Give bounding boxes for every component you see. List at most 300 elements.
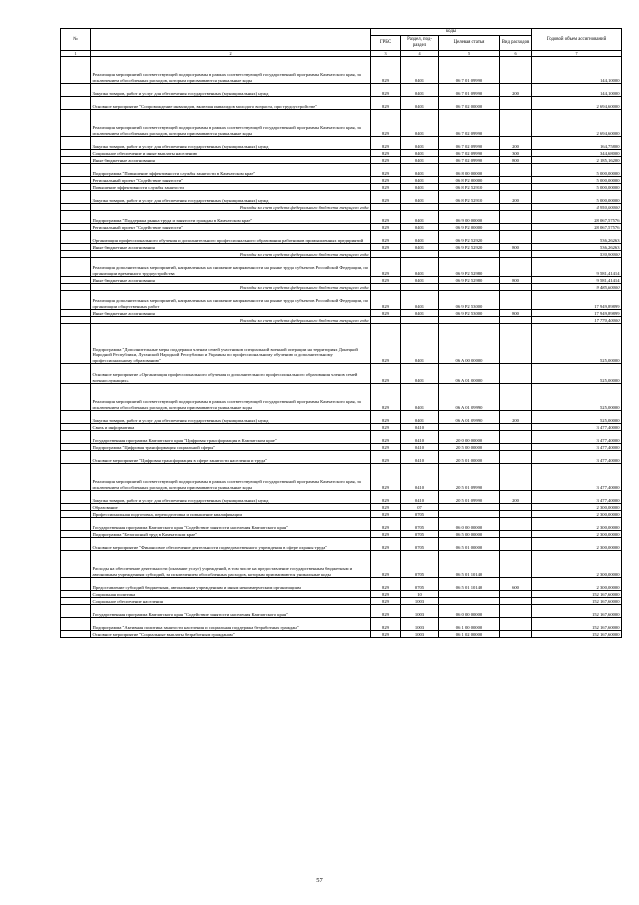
cell-cs (439, 504, 500, 511)
budget-table (60, 28, 622, 638)
cell-name: Подпрограмма "Повышение эффективности службы занятости в Камчатском крае" (91, 164, 371, 177)
cell-razdel: 0410 (401, 431, 439, 444)
table-row (61, 277, 622, 284)
cell-grbs (371, 284, 401, 291)
cell-name: Расходы за счет средств федерального бюджета текущего года (91, 251, 371, 258)
cell-sum: 2 300,00000 (532, 531, 622, 538)
cell-vr (500, 317, 532, 324)
cell-vr: 200 (500, 411, 532, 424)
cell-razdel: 0705 (401, 551, 439, 578)
cell-cs: 20 5 01 09990 (439, 464, 500, 491)
cell-name: Региональный проект "Содействие занятости" (91, 224, 371, 231)
cell-vr (500, 591, 532, 598)
cell-num (61, 631, 91, 638)
table-row (61, 224, 622, 231)
table-row (61, 538, 622, 551)
cell-name: Закупка товаров, работ и услуг для обеспечения государственных (муниципальных) нужд (91, 491, 371, 504)
cell-num (61, 204, 91, 211)
cell-sum: 28 067,57576 (532, 211, 622, 224)
cell-vr (500, 364, 532, 384)
table-row (61, 84, 622, 97)
cell-name: Государственная программа Камчатского края "Содействие занятости населения Камчатского края" (91, 518, 371, 531)
cell-sum: 144,10000 (532, 57, 622, 84)
cell-razdel: 0401 (401, 231, 439, 244)
cell-vr (500, 451, 532, 464)
cell-sum: 530,90000 (532, 251, 622, 258)
cell-vr (500, 258, 532, 277)
cell-sum: 2 694,60000 (532, 110, 622, 137)
table-row (61, 150, 622, 157)
col-num-6: 6 (500, 51, 532, 57)
cell-vr (500, 251, 532, 258)
cell-grbs: 829 (371, 191, 401, 204)
cell-grbs: 829 (371, 538, 401, 551)
cell-num (61, 578, 91, 591)
page-number: 57 (316, 877, 323, 884)
cell-vr: 600 (500, 578, 532, 591)
cell-name: Связь и информатика (91, 424, 371, 431)
budget-table-page (60, 28, 621, 638)
cell-num (61, 511, 91, 518)
cell-grbs (371, 251, 401, 258)
cell-razdel (401, 284, 439, 291)
cell-vr (500, 431, 532, 444)
table-row (61, 464, 622, 491)
cell-sum: 2 300,00000 (532, 578, 622, 591)
cell-name: Государственная программа Камчатского края "Цифровая трансформация в Камчатском крае" (91, 431, 371, 444)
cell-cs: 06 9 P2 53000 (439, 310, 500, 317)
cell-cs: 06 A 01 09990 (439, 384, 500, 411)
cell-cs: 06 8 P2 52910 (439, 184, 500, 191)
cell-razdel: 0401 (401, 384, 439, 411)
cell-name: Подпрограмма "Дополнительные меры поддержки членам семей участников специальной военной операции на территориях Донецкой Народной Республики, Луганской Народной Республики и Украины по профессиональному обучению и дополнительному профессиональному образованию" (91, 324, 371, 364)
cell-grbs: 829 (371, 598, 401, 605)
table-row (61, 324, 622, 364)
cell-vr: 800 (500, 157, 532, 164)
cell-grbs: 829 (371, 97, 401, 110)
cell-grbs: 829 (371, 451, 401, 464)
cell-sum: 3 477,40000 (532, 491, 622, 504)
cell-cs: 06 A 00 00000 (439, 324, 500, 364)
cell-sum: 152 167,60000 (532, 618, 622, 631)
table-row (61, 531, 622, 538)
table-row (61, 177, 622, 184)
cell-num (61, 231, 91, 244)
cell-sum: 525,00000 (532, 384, 622, 411)
cell-grbs: 829 (371, 578, 401, 591)
cell-name: Закупка товаров, работ и услуг для обеспечения государственных (муниципальных) нужд (91, 137, 371, 150)
table-row (61, 411, 622, 424)
cell-num (61, 591, 91, 598)
cell-grbs: 829 (371, 491, 401, 504)
cell-sum: 2 694,60000 (532, 97, 622, 110)
header-section: Раздел, под-раздел (401, 36, 439, 51)
cell-num (61, 444, 91, 451)
cell-num (61, 258, 91, 277)
cell-grbs: 829 (371, 631, 401, 638)
cell-grbs: 829 (371, 184, 401, 191)
cell-vr (500, 551, 532, 578)
cell-razdel: 0401 (401, 244, 439, 251)
cell-sum: 3 477,40000 (532, 451, 622, 464)
cell-cs (439, 204, 500, 211)
cell-grbs: 829 (371, 211, 401, 224)
cell-razdel: 0401 (401, 110, 439, 137)
cell-grbs: 829 (371, 504, 401, 511)
cell-num (61, 150, 91, 157)
cell-num (61, 317, 91, 324)
cell-razdel: 0705 (401, 578, 439, 591)
cell-vr (500, 631, 532, 638)
cell-razdel: 0410 (401, 491, 439, 504)
cell-sum: 525,00000 (532, 411, 622, 424)
cell-sum: 525,00000 (532, 324, 622, 364)
cell-num (61, 177, 91, 184)
table-row-note (61, 284, 622, 291)
col-num-4: 4 (401, 51, 439, 57)
cell-name: Профессиональная подготовка, переподготовка и повышение квалификации (91, 511, 371, 518)
cell-cs (439, 511, 500, 518)
cell-num (61, 110, 91, 137)
cell-cs: 20 5 00 00000 (439, 444, 500, 451)
cell-cs: 06 8 P2 52910 (439, 191, 500, 204)
cell-grbs: 829 (371, 431, 401, 444)
table-row (61, 578, 622, 591)
cell-sum: 2 300,00000 (532, 538, 622, 551)
cell-grbs: 829 (371, 551, 401, 578)
cell-sum: 17 949,89899 (532, 291, 622, 310)
cell-name: Основное мероприятие "Финансовое обеспечение деятельности подведомственного учреждения в сфере охраны труда" (91, 538, 371, 551)
cell-grbs: 829 (371, 84, 401, 97)
cell-vr (500, 110, 532, 137)
header-name (91, 29, 371, 51)
col-num-2: 2 (91, 51, 371, 57)
table-row (61, 184, 622, 191)
cell-grbs: 829 (371, 57, 401, 84)
table-row (61, 424, 622, 431)
cell-num (61, 411, 91, 424)
table-row (61, 157, 622, 164)
table-row-note (61, 251, 622, 258)
cell-vr (500, 424, 532, 431)
header-annual: Годовой объем ассигнований (532, 29, 622, 51)
cell-grbs: 829 (371, 605, 401, 618)
cell-sum: 17 949,89899 (532, 310, 622, 317)
cell-grbs: 829 (371, 411, 401, 424)
header-vid: Вид расходов (500, 36, 532, 51)
cell-num (61, 364, 91, 384)
cell-num (61, 431, 91, 444)
table-row (61, 605, 622, 618)
cell-name: Подпрограмма "Безопасный труд в Камчатском крае" (91, 531, 371, 538)
cell-grbs (371, 317, 401, 324)
cell-cs (439, 284, 500, 291)
cell-razdel: 0401 (401, 291, 439, 310)
cell-cs (439, 424, 500, 431)
cell-vr (500, 57, 532, 84)
cell-grbs: 829 (371, 618, 401, 631)
cell-vr (500, 291, 532, 310)
cell-cs: 20 0 00 00000 (439, 431, 500, 444)
cell-name: Реализация дополнительных мероприятий, направленных на снижение напряженности на рынке труда субъектов Российской Федерации, по организации временного трудоустройства (91, 258, 371, 277)
cell-cs: 06 A 01 09990 (439, 411, 500, 424)
cell-num (61, 137, 91, 150)
cell-sum: 2 300,00000 (532, 518, 622, 531)
cell-cs: 06 7 02 09990 (439, 110, 500, 137)
cell-cs: 06 1 00 00000 (439, 618, 500, 631)
cell-vr (500, 511, 532, 518)
cell-razdel: 0401 (401, 411, 439, 424)
cell-num (61, 598, 91, 605)
cell-sum: 2 300,00000 (532, 551, 622, 578)
table-row (61, 291, 622, 310)
cell-sum: 2 300,00000 (532, 504, 622, 511)
table-row (61, 491, 622, 504)
cell-vr (500, 231, 532, 244)
header-grbs: ГРБС (371, 36, 401, 51)
cell-cs (439, 598, 500, 605)
table-row (61, 310, 622, 317)
cell-sum: 2 300,00000 (532, 511, 622, 518)
cell-cs: 06 0 00 00000 (439, 605, 500, 618)
cell-grbs: 829 (371, 364, 401, 384)
table-row-note (61, 317, 622, 324)
cell-name: Реализация мероприятий соответствующей подпрограммы в рамках соответствующей государственной программы Камчатского края, за исключением обособленных расходов, которым присваиваются уникальные коды (91, 464, 371, 491)
cell-cs: 06 9 P2 53000 (439, 291, 500, 310)
cell-vr: 800 (500, 277, 532, 284)
cell-vr (500, 384, 532, 411)
cell-razdel: 0401 (401, 258, 439, 277)
cell-razdel: 0705 (401, 531, 439, 538)
cell-vr (500, 184, 532, 191)
cell-grbs: 829 (371, 291, 401, 310)
cell-vr (500, 618, 532, 631)
cell-razdel: 0705 (401, 518, 439, 531)
cell-vr (500, 284, 532, 291)
cell-num (61, 251, 91, 258)
cell-num (61, 618, 91, 631)
cell-vr (500, 97, 532, 110)
cell-razdel: 0401 (401, 97, 439, 110)
cell-num (61, 384, 91, 411)
cell-sum: 3 477,40000 (532, 444, 622, 451)
cell-razdel: 10 (401, 591, 439, 598)
cell-sum: 536,26263 (532, 244, 622, 251)
cell-cs: 06 7 02 09990 (439, 157, 500, 164)
cell-cs: 06 9 P2 00000 (439, 224, 500, 231)
cell-sum: 152 167,60000 (532, 591, 622, 598)
cell-name: Расходы за счет средств федерального бюджета текущего года (91, 204, 371, 211)
cell-num (61, 324, 91, 364)
cell-razdel: 0401 (401, 177, 439, 184)
cell-razdel: 0401 (401, 224, 439, 231)
cell-name: Расходы на обеспечение деятельности (оказание услуг) учреждений, в том числе на предоставление государственным бюджетным и автономным учреждениям субсидий, за исключением обособленных расходов, которым присваиваются уникальные коды (91, 551, 371, 578)
col-num-7: 7 (532, 51, 622, 57)
cell-grbs: 829 (371, 464, 401, 491)
cell-name: Расходы за счет средств федерального бюджета текущего года (91, 284, 371, 291)
cell-name: Основное мероприятие "Социальные выплаты безработным гражданам" (91, 631, 371, 638)
cell-sum: 144,10000 (532, 84, 622, 97)
cell-grbs: 829 (371, 244, 401, 251)
cell-grbs (371, 204, 401, 211)
cell-grbs: 829 (371, 518, 401, 531)
cell-razdel: 0401 (401, 211, 439, 224)
cell-cs: 06 9 P2 52920 (439, 231, 500, 244)
cell-cs: 06 7 01 09990 (439, 84, 500, 97)
cell-num (61, 277, 91, 284)
cell-num (61, 518, 91, 531)
cell-num (61, 424, 91, 431)
cell-cs (439, 251, 500, 258)
cell-grbs: 829 (371, 110, 401, 137)
cell-vr (500, 211, 532, 224)
cell-name: Государственная программа Камчатского края "Содействие занятости населения Камчатского края" (91, 605, 371, 618)
cell-num (61, 291, 91, 310)
cell-name: Закупка товаров, работ и услуг для обеспечения государственных (муниципальных) нужд (91, 84, 371, 97)
cell-razdel: 0401 (401, 57, 439, 84)
cell-num (61, 531, 91, 538)
table-row (61, 164, 622, 177)
cell-vr: 200 (500, 137, 532, 150)
cell-name: Предоставление субсидий бюджетным, автономным учреждениям и иным некоммерческим организациям (91, 578, 371, 591)
cell-vr (500, 324, 532, 364)
cell-vr (500, 177, 532, 184)
header-target: Целевая статья (439, 36, 500, 51)
cell-vr: 800 (500, 244, 532, 251)
cell-sum: 152 167,60000 (532, 605, 622, 618)
cell-num (61, 164, 91, 177)
cell-vr (500, 531, 532, 538)
cell-razdel (401, 317, 439, 324)
cell-cs: 06 9 P2 52920 (439, 244, 500, 251)
cell-cs (439, 317, 500, 324)
cell-sum: 3 477,40000 (532, 464, 622, 491)
cell-name: Расходы за счет средств федерального бюджета текущего года (91, 317, 371, 324)
cell-name: Закупка товаров, работ и услуг для обеспечения государственных (муниципальных) нужд (91, 411, 371, 424)
table-row (61, 444, 622, 451)
cell-grbs: 829 (371, 424, 401, 431)
cell-grbs: 829 (371, 150, 401, 157)
cell-grbs: 829 (371, 384, 401, 411)
cell-num (61, 551, 91, 578)
cell-sum: 5 000,00000 (532, 164, 622, 177)
cell-grbs: 829 (371, 177, 401, 184)
cell-razdel: 0401 (401, 324, 439, 364)
cell-sum: 344,68000 (532, 150, 622, 157)
cell-grbs: 829 (371, 324, 401, 364)
cell-name: Подпрограмма "Поддержка рынка труда и занятости граждан в Камчатском крае" (91, 211, 371, 224)
cell-sum: 9 581,41414 (532, 258, 622, 277)
cell-cs: 20 5 01 09990 (439, 491, 500, 504)
cell-name: Реализация мероприятий соответствующей подпрограммы в рамках соответствующей государственной программы Камчатского края, за исключением обособленных расходов, которым присваиваются уникальные коды (91, 110, 371, 137)
cell-vr (500, 164, 532, 177)
cell-name: Повышение эффективности службы занятости (91, 184, 371, 191)
cell-vr (500, 224, 532, 231)
header-codes: коды (371, 29, 532, 36)
cell-num (61, 451, 91, 464)
cell-grbs: 829 (371, 157, 401, 164)
cell-razdel: 0705 (401, 538, 439, 551)
table-row (61, 258, 622, 277)
cell-num (61, 191, 91, 204)
cell-cs: 06 7 02 09990 (439, 150, 500, 157)
cell-cs: 06 8 P2 00000 (439, 177, 500, 184)
cell-sum: 5 000,00000 (532, 191, 622, 204)
cell-num (61, 97, 91, 110)
cell-num (61, 284, 91, 291)
table-row (61, 518, 622, 531)
cell-num (61, 504, 91, 511)
col-num-3: 3 (371, 51, 401, 57)
table-row (61, 504, 622, 511)
cell-cs: 06 9 00 00000 (439, 211, 500, 224)
cell-num (61, 538, 91, 551)
cell-name: Основное мероприятие "Цифровая трансформация в сфере занятости населения и труда" (91, 451, 371, 464)
cell-num (61, 244, 91, 251)
cell-razdel: 0410 (401, 424, 439, 431)
cell-vr (500, 598, 532, 605)
cell-vr (500, 605, 532, 618)
cell-grbs: 829 (371, 224, 401, 231)
cell-sum: 9 485,60000 (532, 284, 622, 291)
cell-razdel: 0401 (401, 277, 439, 284)
table-row (61, 244, 622, 251)
table-row (61, 598, 622, 605)
cell-num (61, 491, 91, 504)
cell-razdel: 0410 (401, 444, 439, 451)
table-header (61, 29, 622, 57)
cell-sum: 3 477,40000 (532, 424, 622, 431)
cell-grbs: 829 (371, 511, 401, 518)
table-row (61, 384, 622, 411)
cell-cs (439, 591, 500, 598)
cell-grbs: 829 (371, 231, 401, 244)
cell-sum: 152 167,60000 (532, 598, 622, 605)
cell-cs: 06 5 00 00000 (439, 531, 500, 538)
cell-razdel: 1003 (401, 598, 439, 605)
cell-name: Закупка товаров, работ и услуг для обеспечения государственных (муниципальных) нужд (91, 191, 371, 204)
table-row (61, 451, 622, 464)
cell-name: Иные бюджетные ассигнования (91, 244, 371, 251)
cell-vr (500, 464, 532, 491)
cell-name: Реализация мероприятий соответствующей подпрограммы в рамках соответствующей государственной программы Камчатского края, за исключением обособленных расходов, которым присваиваются уникальные коды (91, 384, 371, 411)
cell-cs: 06 A 01 00000 (439, 364, 500, 384)
cell-grbs: 829 (371, 277, 401, 284)
cell-vr (500, 504, 532, 511)
cell-num (61, 157, 91, 164)
table-row (61, 110, 622, 137)
table-row-note (61, 204, 622, 211)
cell-sum: 5 000,00000 (532, 184, 622, 191)
cell-num (61, 84, 91, 97)
table-row (61, 591, 622, 598)
cell-razdel: 07 (401, 504, 439, 511)
cell-name: Организация профессионального обучения и дополнительного профессионального образования работников промышленных предприятий (91, 231, 371, 244)
cell-vr (500, 204, 532, 211)
cell-name: Основное мероприятие "Сопровождение инвалидов, включая инвалидов молодого возраста, при трудоустройстве" (91, 97, 371, 110)
cell-name: Основное мероприятие «Организация профессионального обучения и дополнительного профессионального образования членов семей военнослужащих» (91, 364, 371, 384)
table-row (61, 191, 622, 204)
cell-sum: 3 477,40000 (532, 431, 622, 444)
cell-name: Реализация мероприятий соответствующей подпрограммы в рамках соответствующей государственной программы Камчатского края, за исключением обособленных расходов, которым присваиваются уникальные коды (91, 57, 371, 84)
cell-razdel: 0401 (401, 364, 439, 384)
cell-cs: 20 5 01 00000 (439, 451, 500, 464)
cell-sum: 164,75800 (532, 137, 622, 150)
cell-sum: 5 000,00000 (532, 177, 622, 184)
table-row (61, 631, 622, 638)
cell-razdel: 0705 (401, 511, 439, 518)
cell-sum: 2 185,16200 (532, 157, 622, 164)
